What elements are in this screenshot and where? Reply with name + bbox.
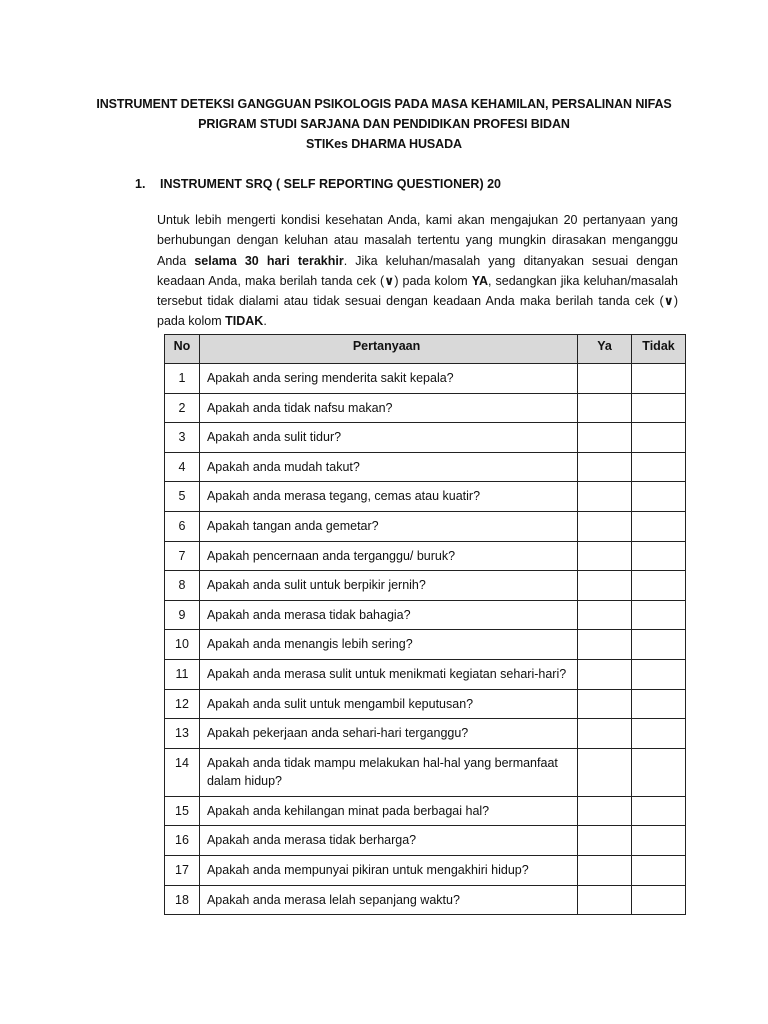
answer-yes-cell[interactable] [578,630,632,660]
table-row [165,600,686,630]
answer-yes-cell[interactable] [578,541,632,571]
table-row [165,423,686,453]
intro-emphasis-ya: YA [471,273,488,288]
answer-no-cell[interactable] [632,364,686,394]
answer-yes-cell[interactable] [578,423,632,453]
question-text: Apakah anda mudah takut? [199,452,577,482]
question-text: Apakah anda tidak nafsu makan? [199,393,577,423]
table-row [165,719,686,749]
row-number: 8 [165,571,200,601]
answer-yes-cell[interactable] [578,511,632,541]
answer-no-cell[interactable] [632,600,686,630]
intro-text: Untuk lebih mengerti kondisi kesehatan Anda, kami akan mengajukan 20 pertanyaan yang berhubungan dengan keluhan atau masalah tertentu yang mungkin dirasakan menganggu Anda [157,213,678,268]
row-number: 5 [165,482,200,512]
answer-yes-cell[interactable] [578,748,632,796]
instructions-paragraph [157,210,678,332]
answer-yes-cell[interactable] [578,885,632,915]
table-row [165,855,686,885]
section-number: 1. [135,177,146,191]
table-row [165,393,686,423]
question-text: Apakah anda merasa sulit untuk menikmati kegiatan sehari-hari? [199,659,577,689]
row-number: 16 [165,826,200,856]
table-row [165,452,686,482]
document-header [0,94,768,154]
header-title-line-1: INSTRUMENT DETEKSI GANGGUAN PSIKOLOGIS PADA MASA KEHAMILAN, PERSALINAN NIFAS [96,97,672,111]
table-header-row [165,335,686,364]
answer-no-cell[interactable] [632,659,686,689]
answer-no-cell[interactable] [632,482,686,512]
table-row [165,885,686,915]
section-heading [135,174,501,194]
answer-yes-cell[interactable] [578,600,632,630]
header-title-line-3: STIKes DHARMA HUSADA [306,137,462,151]
answer-no-cell[interactable] [632,748,686,796]
row-number: 13 [165,719,200,749]
table-row [165,796,686,826]
answer-yes-cell[interactable] [578,393,632,423]
table-row [165,482,686,512]
check-mark-symbol: ∨ [663,294,674,309]
question-text: Apakah anda sulit untuk mengambil keputusan? [199,689,577,719]
question-text: Apakah anda merasa tidak berharga? [199,826,577,856]
table-row [165,511,686,541]
row-number: 3 [165,423,200,453]
row-number: 4 [165,452,200,482]
answer-no-cell[interactable] [632,796,686,826]
intro-emphasis-tidak: TIDAK [225,314,264,329]
row-number: 18 [165,885,200,915]
table-row [165,541,686,571]
answer-no-cell[interactable] [632,885,686,915]
intro-text: ) pada kolom [394,273,472,288]
row-number: 10 [165,630,200,660]
answer-yes-cell[interactable] [578,689,632,719]
intro-text: . [263,314,267,329]
row-number: 7 [165,541,200,571]
answer-yes-cell[interactable] [578,571,632,601]
answer-no-cell[interactable] [632,393,686,423]
question-text: Apakah anda merasa tegang, cemas atau kuatir? [199,482,577,512]
intro-text: . Jika keluhan/masalah yang ditanyakan sesuai dengan keadaan Anda, maka berilah tanda cek ( [157,253,678,288]
header-title-line-2: PRIGRAM STUDI SARJANA DAN PENDIDIKAN PROFESI BIDAN [198,117,570,131]
answer-yes-cell[interactable] [578,826,632,856]
question-text: Apakah anda kehilangan minat pada berbagai hal? [199,796,577,826]
answer-no-cell[interactable] [632,452,686,482]
question-text: Apakah anda menangis lebih sering? [199,630,577,660]
check-mark-symbol: ∨ [384,273,395,288]
row-number: 12 [165,689,200,719]
section-title: INSTRUMENT SRQ ( SELF REPORTING QUESTIONER) 20 [160,177,501,191]
question-text: Apakah anda sulit tidur? [199,423,577,453]
table-row [165,689,686,719]
question-text: Apakah anda sering menderita sakit kepala? [199,364,577,394]
table-row [165,659,686,689]
question-text: Apakah anda tidak mampu melakukan hal-hal yang bermanfaat dalam hidup? [199,748,577,796]
question-text: Apakah anda merasa tidak bahagia? [199,600,577,630]
table-row [165,571,686,601]
question-text: Apakah anda sulit untuk berpikir jernih? [199,571,577,601]
answer-no-cell[interactable] [632,571,686,601]
answer-yes-cell[interactable] [578,364,632,394]
question-text: Apakah tangan anda gemetar? [199,511,577,541]
table-row [165,748,686,796]
answer-no-cell[interactable] [632,511,686,541]
intro-emphasis-period: selama 30 hari terakhir [194,253,344,268]
question-text: Apakah pencernaan anda terganggu/ buruk? [199,541,577,571]
answer-yes-cell[interactable] [578,719,632,749]
answer-yes-cell[interactable] [578,452,632,482]
row-number: 2 [165,393,200,423]
row-number: 14 [165,748,200,796]
row-number: 15 [165,796,200,826]
answer-yes-cell[interactable] [578,659,632,689]
row-number: 17 [165,855,200,885]
answer-yes-cell[interactable] [578,482,632,512]
header-question: Pertanyaan [199,335,577,364]
question-text: Apakah anda merasa lelah sepanjang waktu? [199,885,577,915]
header-yes: Ya [578,335,632,364]
row-number: 1 [165,364,200,394]
answer-no-cell[interactable] [632,630,686,660]
table-row [165,364,686,394]
header-no: No [165,335,200,364]
answer-yes-cell[interactable] [578,855,632,885]
intro-text: , sedangkan jika keluhan/masalah tersebut tidak dialami atau tidak sesuai dengan keadaan Anda maka berilah tanda cek ( [157,273,679,309]
answer-no-cell[interactable] [632,423,686,453]
srq-questionnaire-table [164,334,686,915]
answer-no-cell[interactable] [632,689,686,719]
question-text: Apakah pekerjaan anda sehari-hari terganggu? [199,719,577,749]
row-number: 6 [165,511,200,541]
answer-yes-cell[interactable] [578,796,632,826]
answer-no-cell[interactable] [632,826,686,856]
header-no-answer: Tidak [632,335,686,364]
table-row [165,826,686,856]
row-number: 9 [165,600,200,630]
intro-text: ) pada kolom [157,294,678,329]
answer-no-cell[interactable] [632,541,686,571]
row-number: 11 [165,659,200,689]
question-text: Apakah anda mempunyai pikiran untuk mengakhiri hidup? [199,855,577,885]
table-row [165,630,686,660]
answer-no-cell[interactable] [632,855,686,885]
answer-no-cell[interactable] [632,719,686,749]
